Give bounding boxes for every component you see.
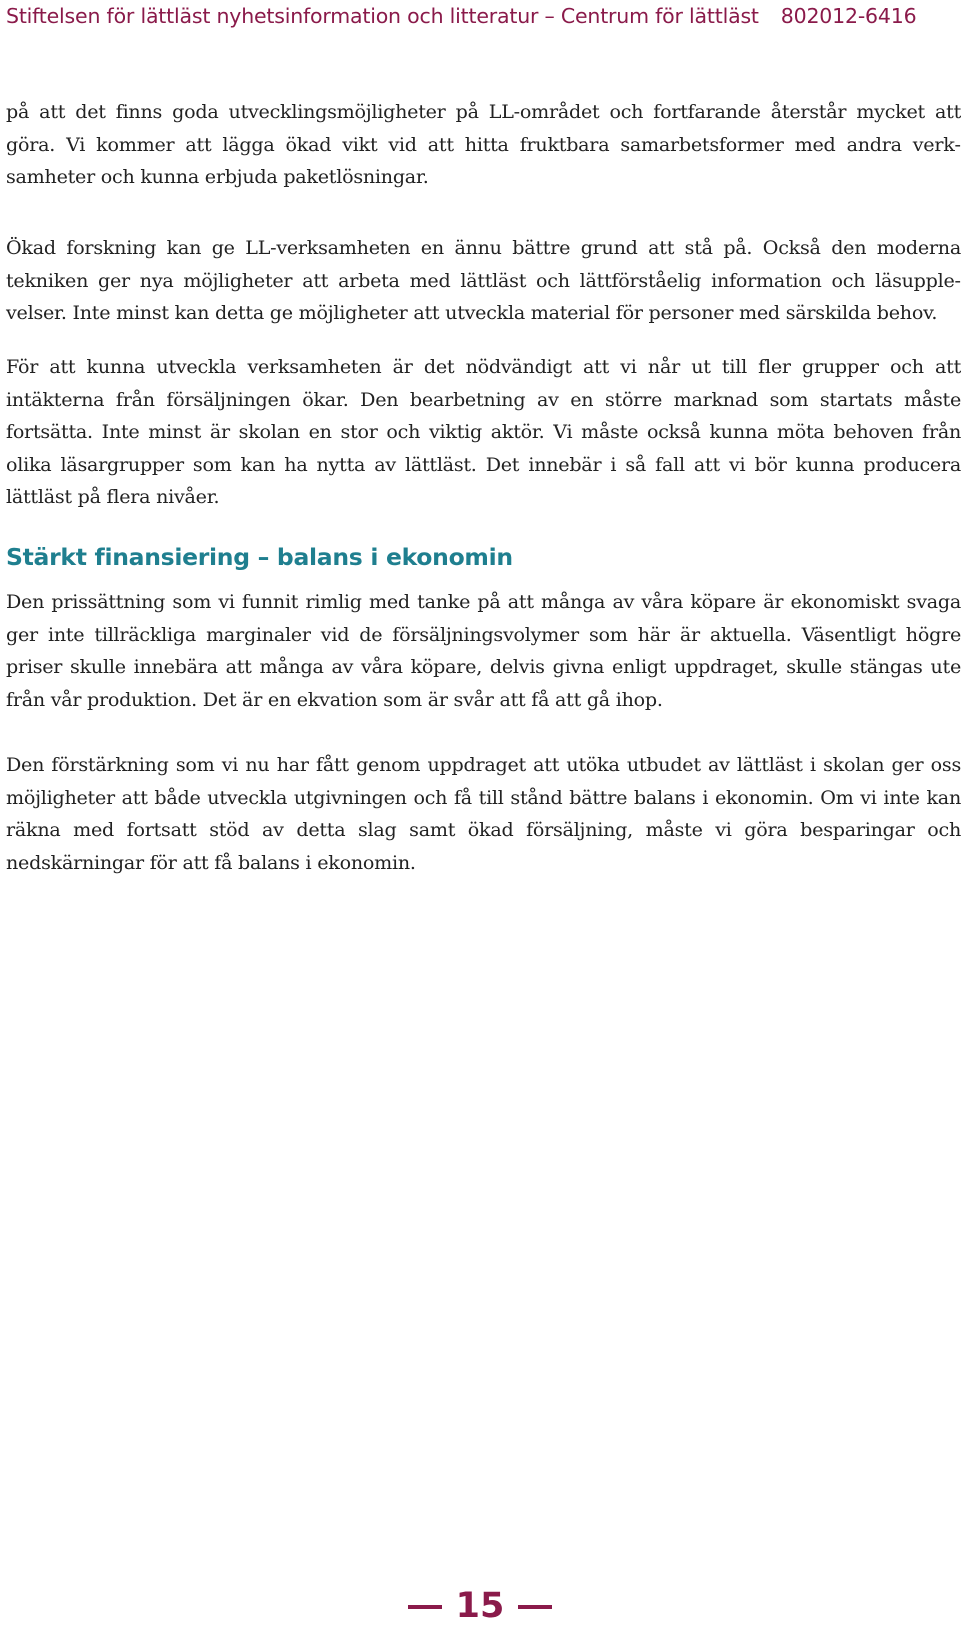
section-paragraph-2: Den förstärkning som vi nu har fått genom uppdraget att utöka utbudet av lättläst i skolan ger oss möjligheter att både utveckla utgivningen och få till stånd bättre balans i ekonomin. Om vi inte kan räkna med fortsatt stöd av detta slag samt ökad försäljning, måste vi göra besparingar och nedskärningar för att få balans i ekonomin. (6, 753, 961, 874)
header-org-number: 802012-6416 (780, 4, 917, 28)
body-paragraph-1: på att det finns goda utvecklingsmöjligheter på LL-området och fortfarande återstår mycket att göra. Vi kommer att lägga ökad vikt vid att hitta fruktbara samarbetsformer med andra verksamheter och kunna erbjuda paketlösningar. (6, 100, 961, 189)
body-paragraph-2: Ökad forskning kan ge LL-verksamheten en ännu bättre grund att stå på. Också den moderna tekniken ger nya möjligheter att arbeta med lättläst och lättförståelig information och läsupplevelser. Inte minst kan detta ge möjligheter att utveckla material för personer med särskilda behov. (6, 236, 961, 325)
header-organization: Stiftelsen för lättläst nyhetsinformation och litteratur – Centrum för lättläst (6, 4, 759, 28)
page-number: 15 (455, 1586, 505, 1626)
footer-dash-right (518, 1605, 552, 1609)
section-paragraph-1: Den prissättning som vi funnit rimlig med tanke på att många av våra köpare är ekonomiskt svaga ger inte tillräckliga marginaler vid de försäljningsvolymer som här är aktuella. Väsentligt högre priser skulle innebära att många av våra köpare, delvis givna enligt uppdraget, skulle stängas ute från vår produktion. Det är en ekvation som är svår att få att gå ihop. (6, 590, 961, 711)
running-header (6, 4, 916, 28)
footer-dash-left (408, 1605, 442, 1609)
section-heading: Stärkt finansiering – balans i ekonomin (6, 543, 513, 571)
body-paragraph-3: För att kunna utveckla verksamheten är det nödvändigt att vi når ut till fler grupper och att intäkterna från försäljningen ökar. Den bearbetning av en större marknad som startats måste fortsätta. Inte minst är skolan en stor och viktig aktör. Vi måste också kunna möta behoven från olika läsargrupper som kan ha nytta av lättläst. Det innebär i så fall att vi bör kunna producera lättläst på flera nivåer. (6, 355, 961, 509)
page-footer (0, 1586, 960, 1626)
